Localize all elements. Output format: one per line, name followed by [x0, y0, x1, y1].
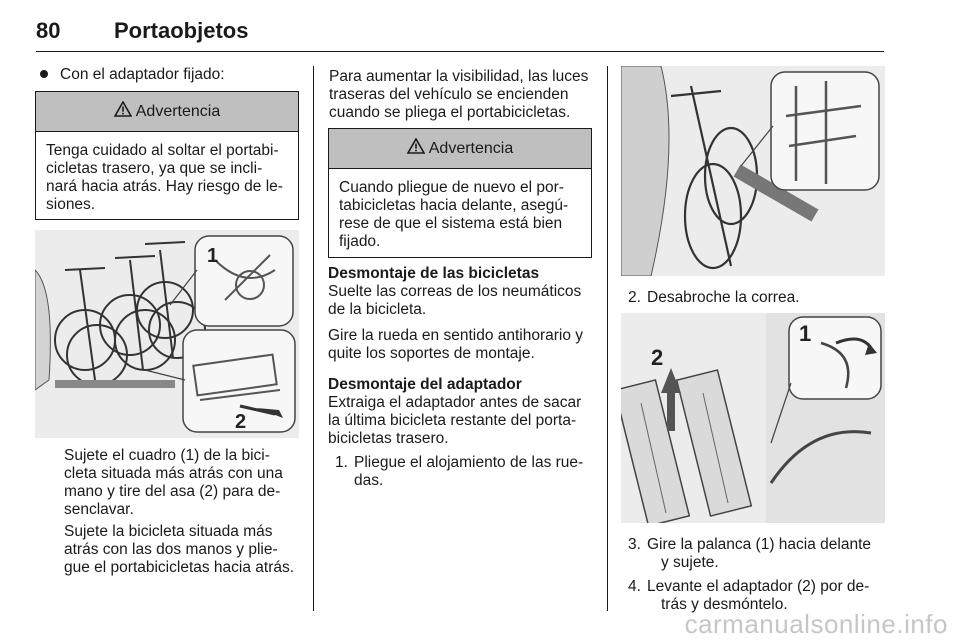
section-heading-remove-bikes: Desmontaje de las bicicletas — [328, 265, 540, 282]
column-divider-right — [607, 66, 608, 611]
step-text — [647, 536, 871, 572]
step-line: Gire la palanca (1) hacia delante — [647, 536, 872, 553]
step-number: 1. — [335, 454, 348, 471]
paragraph-line: atrás con las dos manos y plie- — [64, 541, 278, 558]
paragraph-line: Suelte las correas de los neumáticos — [328, 283, 582, 300]
step-line: das. — [354, 472, 384, 489]
column-divider-left — [313, 66, 314, 611]
paragraph-line: Extraiga el adaptador antes de sacar — [328, 394, 582, 411]
warning-line: fijado. — [339, 233, 381, 250]
step-line: trás y desmóntelo. — [661, 596, 788, 613]
figure-adapter-lever — [621, 313, 885, 523]
paragraph-extract-adapter — [328, 394, 581, 448]
step-number: 4. — [628, 578, 641, 595]
paragraph-release-straps — [328, 283, 581, 319]
page-header — [36, 12, 884, 52]
paragraph-line: la última bicicleta restante del porta- — [328, 412, 577, 429]
warning-line: nará hacia atrás. Hay riesgo de le- — [46, 178, 283, 195]
figure-callout-1: 1 — [799, 321, 812, 346]
section-heading-remove-adapter: Desmontaje del adaptador — [328, 376, 522, 393]
warning-title: Advertencia — [428, 139, 514, 157]
warning-box-middle — [328, 128, 592, 258]
step-line: y sujete. — [661, 554, 719, 571]
step-line: Pliegue el alojamiento de las rue- — [354, 454, 584, 471]
step-number: 2. — [628, 289, 641, 306]
paragraph-line: gue el portabicicletas hacia atrás. — [64, 559, 295, 576]
figure-bike-rack-strap — [621, 66, 885, 276]
step-number: 3. — [628, 536, 641, 553]
warning-triangle-icon — [407, 138, 425, 159]
warning-body — [36, 132, 298, 224]
warning-line: tabicicletas hacia delante, asegú- — [339, 197, 569, 214]
warning-line: siones. — [46, 196, 96, 213]
figure-callout-2: 2 — [235, 411, 247, 433]
paragraph-line: quite los soportes de montaje. — [328, 345, 535, 362]
paragraph-line: Gire la rueda en sentido antihorario y — [328, 327, 584, 344]
warning-header — [329, 129, 591, 169]
warning-body — [329, 169, 591, 261]
paragraph-line: de la bicicleta. — [328, 301, 427, 318]
bullet-dot-icon — [40, 70, 48, 78]
paragraph-visibility — [329, 68, 588, 122]
paragraph-line: Sujete la bicicleta situada más — [64, 523, 273, 540]
figure-bike-rack-release — [35, 230, 299, 438]
paragraph-line: Para aumentar la visibilidad, las luces — [329, 68, 589, 85]
warning-line: Cuando pliegue de nuevo el por- — [339, 179, 564, 196]
figure-callout-2: 2 — [651, 345, 664, 370]
warning-line: cicletas trasero, ya que se incli- — [46, 160, 263, 177]
paragraph-line: mano y tire del asa (2) para de- — [64, 483, 281, 500]
page-number: 80 — [36, 18, 61, 43]
bullet-text: Con el adaptador fijado: — [60, 66, 225, 83]
paragraph-line: traseras del vehículo se encienden — [329, 86, 569, 103]
warning-header — [36, 92, 298, 132]
warning-line: Tenga cuidado al soltar el portabi- — [46, 142, 279, 159]
paragraph-grab-frame — [64, 447, 283, 519]
bullet-item — [40, 66, 225, 84]
warning-title: Advertencia — [135, 102, 221, 120]
page-title: Portaobjetos — [114, 18, 249, 43]
paragraph-line: cuando se pliega el portabicicletas. — [329, 104, 571, 121]
warning-triangle-icon — [114, 101, 132, 122]
warning-line: rese de que el sistema está bien — [339, 215, 563, 232]
figure-callout-1: 1 — [207, 245, 219, 267]
paragraph-line: cleta situada más atrás con una — [64, 465, 283, 482]
step-line: Levante el adaptador (2) por de- — [647, 578, 870, 595]
watermark: carmanualsonline.info — [684, 609, 948, 639]
warning-box-left — [35, 91, 299, 220]
paragraph-fold-rack — [64, 523, 294, 577]
paragraph-turn-wheel — [328, 327, 583, 363]
paragraph-line: Sujete el cuadro (1) de la bici- — [64, 447, 270, 464]
paragraph-line: senclavar. — [64, 501, 134, 518]
paragraph-line: bicicletas trasero. — [328, 430, 449, 447]
step-text — [354, 454, 583, 490]
step-text: Desabroche la correa. — [647, 289, 800, 306]
